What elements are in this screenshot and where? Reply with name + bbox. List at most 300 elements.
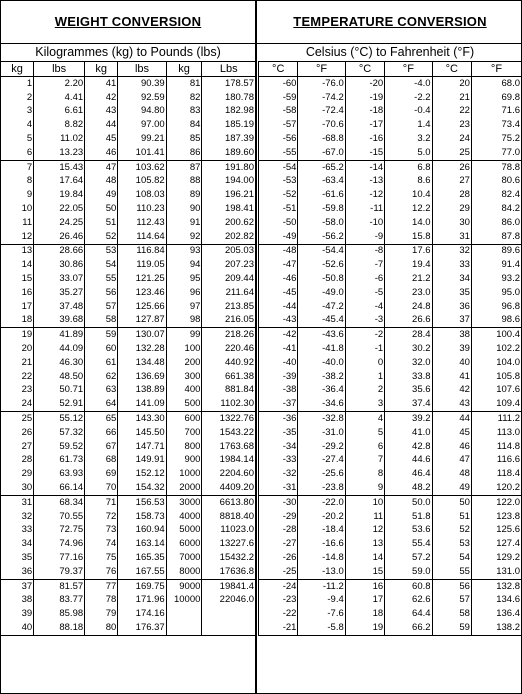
weight-table-cell: 66.14 bbox=[34, 481, 85, 495]
temperature-table-cell: -50 bbox=[259, 216, 298, 230]
temperature-table-cell: 33 bbox=[432, 258, 471, 272]
temperature-table-cell: -30 bbox=[259, 495, 298, 509]
weight-table-row bbox=[1, 132, 256, 146]
weight-table-cell: 1984.14 bbox=[202, 454, 256, 468]
temperature-table-cell: -67.0 bbox=[298, 146, 345, 160]
temperature-table-cell: -38.2 bbox=[298, 370, 345, 384]
weight-table-cell: 143.30 bbox=[118, 412, 166, 426]
temperature-table-cell: 80.6 bbox=[471, 175, 521, 189]
weight-table-cell: 98 bbox=[166, 314, 202, 328]
weight-table-cell: 50.71 bbox=[34, 384, 85, 398]
temperature-table-cell: 123.8 bbox=[471, 510, 521, 524]
temperature-table-cell: 1.4 bbox=[385, 118, 432, 132]
temperature-table-cell: 44.6 bbox=[385, 454, 432, 468]
temperature-table-cell: -31.0 bbox=[298, 426, 345, 440]
temperature-table-row bbox=[259, 216, 522, 230]
weight-table-cell: 71 bbox=[85, 495, 118, 509]
temperature-table-cell: 78.8 bbox=[471, 160, 521, 174]
weight-table-cell: 189.60 bbox=[202, 146, 256, 160]
temperature-table-row bbox=[259, 328, 522, 342]
temperature-table-cell: -43.6 bbox=[298, 328, 345, 342]
temperature-table-cell: 19 bbox=[345, 621, 384, 635]
weight-table-cell: 48.50 bbox=[34, 370, 85, 384]
temperature-table-cell: -23.8 bbox=[298, 481, 345, 495]
temperature-table-cell: 17.6 bbox=[385, 244, 432, 258]
temperature-table-cell: 15 bbox=[345, 565, 384, 579]
temperature-table-cell: 55 bbox=[432, 565, 471, 579]
temperature-table-row bbox=[259, 467, 522, 481]
temperature-table-cell: -2 bbox=[345, 328, 384, 342]
weight-table-cell: 38 bbox=[1, 593, 34, 607]
temperature-table-cell: -74.2 bbox=[298, 91, 345, 105]
weight-table-cell: 196.21 bbox=[202, 188, 256, 202]
temperature-table-row bbox=[259, 188, 522, 202]
weight-table-cell: 152.12 bbox=[118, 467, 166, 481]
temperature-table-cell: 96.8 bbox=[471, 300, 521, 314]
weight-table-cell: 67 bbox=[85, 440, 118, 454]
weight-table-row bbox=[1, 481, 256, 495]
weight-table-row bbox=[1, 175, 256, 189]
temperature-table-cell: 14 bbox=[345, 551, 384, 565]
weight-table-cell: 7000 bbox=[166, 551, 202, 565]
temperature-title: TEMPERATURE CONVERSION bbox=[293, 14, 487, 29]
weight-table-cell: 52 bbox=[85, 230, 118, 244]
weight-table-row bbox=[1, 342, 256, 356]
temperature-table-row bbox=[259, 286, 522, 300]
weight-table-cell: 191.80 bbox=[202, 160, 256, 174]
temperature-table-row bbox=[259, 524, 522, 538]
temperature-table-cell: 45 bbox=[432, 426, 471, 440]
temperature-table-cell: 14.0 bbox=[385, 216, 432, 230]
weight-table-cell: 4409.20 bbox=[202, 481, 256, 495]
temperature-table-cell: 53 bbox=[432, 537, 471, 551]
temperature-table-cell: -14 bbox=[345, 160, 384, 174]
weight-table-row bbox=[1, 579, 256, 593]
weight-table-cell: 205.03 bbox=[202, 244, 256, 258]
weight-table-cell: 2 bbox=[1, 91, 34, 105]
weight-table-row bbox=[1, 510, 256, 524]
weight-table-cell: 76 bbox=[85, 565, 118, 579]
weight-table-cell: 33.07 bbox=[34, 272, 85, 286]
weight-table-cell: 46.30 bbox=[34, 356, 85, 370]
temperature-table-cell: 116.6 bbox=[471, 454, 521, 468]
weight-table-row bbox=[1, 105, 256, 119]
weight-table-cell: 134.48 bbox=[118, 356, 166, 370]
temperature-table-cell: -19 bbox=[345, 91, 384, 105]
temperature-table-cell: -52.6 bbox=[298, 258, 345, 272]
temperature-table-cell: -25 bbox=[259, 565, 298, 579]
weight-table-cell: 89 bbox=[166, 188, 202, 202]
temperature-table-cell: 102.2 bbox=[471, 342, 521, 356]
weight-table-cell: 194.00 bbox=[202, 175, 256, 189]
temperature-table-cell: 39 bbox=[432, 342, 471, 356]
temperature-table-row bbox=[259, 495, 522, 509]
weight-table-cell: 12 bbox=[1, 230, 34, 244]
weight-table-row bbox=[1, 77, 256, 91]
temperature-table-cell: -4 bbox=[345, 300, 384, 314]
temperature-table-body bbox=[259, 77, 522, 636]
weight-table-cell: 30 bbox=[1, 481, 34, 495]
temperature-table-cell: -45 bbox=[259, 286, 298, 300]
temperature-table-cell: -34 bbox=[259, 440, 298, 454]
weight-table-cell: 95 bbox=[166, 272, 202, 286]
weight-table-cell: 57.32 bbox=[34, 426, 85, 440]
temperature-table-cell: -11.2 bbox=[298, 579, 345, 593]
temperature-table-cell: 5 bbox=[345, 426, 384, 440]
temperature-table-cell: 5.0 bbox=[385, 146, 432, 160]
weight-table-cell: 63.93 bbox=[34, 467, 85, 481]
weight-table-cell: 79.37 bbox=[34, 565, 85, 579]
weight-table-cell: 49 bbox=[85, 188, 118, 202]
weight-table-cell: 156.53 bbox=[118, 495, 166, 509]
temperature-table-cell: 37.4 bbox=[385, 397, 432, 411]
temperature-table-cell: -11 bbox=[345, 202, 384, 216]
temperature-table-cell: 66.2 bbox=[385, 621, 432, 635]
temperature-table-cell: -52 bbox=[259, 188, 298, 202]
temperature-table-cell: 32.0 bbox=[385, 356, 432, 370]
weight-table-cell: 55 bbox=[85, 272, 118, 286]
weight-table-cell: 125.66 bbox=[118, 300, 166, 314]
weight-table-cell: 4.41 bbox=[34, 91, 85, 105]
temperature-table-cell: 82.4 bbox=[471, 188, 521, 202]
temperature-table-cell: 13 bbox=[345, 537, 384, 551]
temp-col-f-3: °F bbox=[471, 62, 521, 77]
temperature-table-cell: 22 bbox=[432, 105, 471, 119]
weight-table-cell: 81.57 bbox=[34, 579, 85, 593]
temperature-table-row bbox=[259, 426, 522, 440]
weight-table-cell: 9 bbox=[1, 188, 34, 202]
temperature-table-cell: 69.8 bbox=[471, 91, 521, 105]
weight-table-cell: 202.82 bbox=[202, 230, 256, 244]
temperature-table-cell: 39.2 bbox=[385, 412, 432, 426]
temperature-table-cell: 122.0 bbox=[471, 495, 521, 509]
weight-table-cell bbox=[166, 607, 202, 621]
temperature-table-cell: -5.8 bbox=[298, 621, 345, 635]
weight-table-cell: 10 bbox=[1, 202, 34, 216]
weight-table-cell: 22.05 bbox=[34, 202, 85, 216]
temperature-table-cell: -59 bbox=[259, 91, 298, 105]
weight-table-row bbox=[1, 286, 256, 300]
temperature-table-cell: 10 bbox=[345, 495, 384, 509]
weight-col-lbs-1: lbs bbox=[34, 62, 85, 77]
temperature-table-cell: 3.2 bbox=[385, 132, 432, 146]
temperature-table-row bbox=[259, 551, 522, 565]
temperature-table-cell: 59 bbox=[432, 621, 471, 635]
temperature-table-cell: 138.2 bbox=[471, 621, 521, 635]
weight-table-cell: 7 bbox=[1, 160, 34, 174]
temperature-table-row bbox=[259, 160, 522, 174]
temperature-table-cell: 10.4 bbox=[385, 188, 432, 202]
temperature-table-cell: 109.4 bbox=[471, 397, 521, 411]
weight-table-cell bbox=[202, 607, 256, 621]
temperature-table-cell: 104.0 bbox=[471, 356, 521, 370]
temperature-table-cell: 64.4 bbox=[385, 607, 432, 621]
weight-table-cell: 180.78 bbox=[202, 91, 256, 105]
temperature-table-cell: 56 bbox=[432, 579, 471, 593]
weight-table-cell: 58 bbox=[85, 314, 118, 328]
weight-table-cell: 174.16 bbox=[118, 607, 166, 621]
weight-table-cell: 1763.68 bbox=[202, 440, 256, 454]
weight-table-cell: 45 bbox=[85, 132, 118, 146]
weight-table-cell: 88.18 bbox=[34, 621, 85, 635]
weight-table-cell: 1000 bbox=[166, 467, 202, 481]
temperature-table-cell: -41.8 bbox=[298, 342, 345, 356]
weight-table-cell: 110.23 bbox=[118, 202, 166, 216]
temperature-table-cell: -0.4 bbox=[385, 105, 432, 119]
weight-table-cell: 70 bbox=[85, 481, 118, 495]
weight-table-cell: 97.00 bbox=[118, 118, 166, 132]
weight-table-cell: 127.87 bbox=[118, 314, 166, 328]
weight-table-cell: 103.62 bbox=[118, 160, 166, 174]
weight-table-cell: 119.05 bbox=[118, 258, 166, 272]
weight-table-cell: 9000 bbox=[166, 579, 202, 593]
temperature-table-cell: -8 bbox=[345, 244, 384, 258]
temperature-table-cell: -14.8 bbox=[298, 551, 345, 565]
temperature-table-cell: 16 bbox=[345, 579, 384, 593]
weight-table-row bbox=[1, 551, 256, 565]
weight-col-kg-1: kg bbox=[1, 62, 34, 77]
weight-table-cell: 70.55 bbox=[34, 510, 85, 524]
temperature-table-cell: -55 bbox=[259, 146, 298, 160]
temperature-table-cell: 71.6 bbox=[471, 105, 521, 119]
weight-table-cell: 700 bbox=[166, 426, 202, 440]
temperature-table-cell: 8 bbox=[345, 467, 384, 481]
weight-table-cell: 171.96 bbox=[118, 593, 166, 607]
weight-table-cell: 97 bbox=[166, 300, 202, 314]
weight-table-cell: 88 bbox=[166, 175, 202, 189]
weight-table-row bbox=[1, 524, 256, 538]
temperature-table-row bbox=[259, 412, 522, 426]
weight-table-cell: 73 bbox=[85, 524, 118, 538]
weight-table-cell: 19.84 bbox=[34, 188, 85, 202]
temperature-table-cell: 7 bbox=[345, 454, 384, 468]
weight-table-cell: 53 bbox=[85, 244, 118, 258]
weight-table-cell: 74.96 bbox=[34, 537, 85, 551]
temperature-table-cell: -57 bbox=[259, 118, 298, 132]
temperature-table-cell: -35 bbox=[259, 426, 298, 440]
weight-table-cell: 440.92 bbox=[202, 356, 256, 370]
temperature-table-cell: -41 bbox=[259, 342, 298, 356]
weight-table-cell: 39 bbox=[1, 607, 34, 621]
temperature-table-cell: -47.2 bbox=[298, 300, 345, 314]
temperature-table-row bbox=[259, 537, 522, 551]
temperature-table-cell: -72.4 bbox=[298, 105, 345, 119]
temperature-table-row bbox=[259, 356, 522, 370]
temperature-table-cell: 93.2 bbox=[471, 272, 521, 286]
weight-table-cell: 86 bbox=[166, 146, 202, 160]
weight-table-cell: 5000 bbox=[166, 524, 202, 538]
temperature-table-cell: -24 bbox=[259, 579, 298, 593]
weight-table-cell: 6000 bbox=[166, 537, 202, 551]
weight-table-cell: 25 bbox=[1, 412, 34, 426]
temperature-table-cell: 120.2 bbox=[471, 481, 521, 495]
temperature-table-cell: 37 bbox=[432, 314, 471, 328]
temperature-table-cell: 48.2 bbox=[385, 481, 432, 495]
weight-table-cell: 2.20 bbox=[34, 77, 85, 91]
temperature-table-cell: 60.8 bbox=[385, 579, 432, 593]
weight-table-cell: 121.25 bbox=[118, 272, 166, 286]
weight-table-cell: 28.66 bbox=[34, 244, 85, 258]
weight-table-cell: 17.64 bbox=[34, 175, 85, 189]
weight-table-cell: 99.21 bbox=[118, 132, 166, 146]
weight-table-cell: 4 bbox=[1, 118, 34, 132]
temperature-table-cell: 48 bbox=[432, 467, 471, 481]
weight-table-row bbox=[1, 384, 256, 398]
temperature-table-cell: 77.0 bbox=[471, 146, 521, 160]
weight-table-cell: 15432.2 bbox=[202, 551, 256, 565]
weight-table-cell: 182.98 bbox=[202, 105, 256, 119]
temperature-table-cell: 19.4 bbox=[385, 258, 432, 272]
temperature-table-cell: -9.4 bbox=[298, 593, 345, 607]
weight-table-cell: 11.02 bbox=[34, 132, 85, 146]
weight-table-cell: 13227.6 bbox=[202, 537, 256, 551]
weight-table-row bbox=[1, 146, 256, 160]
weight-table-cell: 17636.8 bbox=[202, 565, 256, 579]
weight-table-cell: 16 bbox=[1, 286, 34, 300]
temperature-table-cell: 75.2 bbox=[471, 132, 521, 146]
weight-table-cell: 85 bbox=[166, 132, 202, 146]
weight-table-cell: 91 bbox=[166, 216, 202, 230]
weight-table-cell: 22 bbox=[1, 370, 34, 384]
temperature-table-cell: 40 bbox=[432, 356, 471, 370]
temperature-table-cell: 34 bbox=[432, 272, 471, 286]
weight-table-cell: 11023.0 bbox=[202, 524, 256, 538]
temperature-table-cell: 18 bbox=[345, 607, 384, 621]
temperature-table-cell: -7 bbox=[345, 258, 384, 272]
weight-table-row bbox=[1, 412, 256, 426]
temperature-table-cell: -18.4 bbox=[298, 524, 345, 538]
weight-table-cell: 101.41 bbox=[118, 146, 166, 160]
weight-table-cell: 209.44 bbox=[202, 272, 256, 286]
weight-table-row bbox=[1, 467, 256, 481]
weight-table-cell: 105.82 bbox=[118, 175, 166, 189]
temperature-table-cell: 24.8 bbox=[385, 300, 432, 314]
weight-table-row bbox=[1, 565, 256, 579]
weight-table-row bbox=[1, 272, 256, 286]
weight-table-row bbox=[1, 370, 256, 384]
temperature-table-cell: 51 bbox=[432, 510, 471, 524]
temperature-table-cell: 98.6 bbox=[471, 314, 521, 328]
temperature-table-row bbox=[259, 510, 522, 524]
temperature-table-cell: -13.0 bbox=[298, 565, 345, 579]
weight-table-cell: 41.89 bbox=[34, 328, 85, 342]
temperature-table-row bbox=[259, 300, 522, 314]
weight-table-cell: 13.23 bbox=[34, 146, 85, 160]
weight-table-cell: 154.32 bbox=[118, 481, 166, 495]
temperature-table-cell: -47 bbox=[259, 258, 298, 272]
weight-table-cell: 81 bbox=[166, 77, 202, 91]
temperature-table-cell: 59.0 bbox=[385, 565, 432, 579]
temperature-table-cell: 62.6 bbox=[385, 593, 432, 607]
weight-table-cell: 72.75 bbox=[34, 524, 85, 538]
weight-table-cell: 24.25 bbox=[34, 216, 85, 230]
weight-table-cell: 80 bbox=[85, 621, 118, 635]
temperature-table-row bbox=[259, 565, 522, 579]
temperature-table-cell: -20.2 bbox=[298, 510, 345, 524]
temperature-table-cell: -10 bbox=[345, 216, 384, 230]
weight-table-cell: 41 bbox=[85, 77, 118, 91]
temperature-table-row bbox=[259, 397, 522, 411]
weight-table-cell: 147.71 bbox=[118, 440, 166, 454]
temperature-table-cell: -48 bbox=[259, 244, 298, 258]
weight-table-cell: 160.94 bbox=[118, 524, 166, 538]
temperature-table-cell: -28 bbox=[259, 524, 298, 538]
temperature-table-cell: 68.0 bbox=[471, 77, 521, 91]
weight-table-cell: 220.46 bbox=[202, 342, 256, 356]
weight-table-cell: 11 bbox=[1, 216, 34, 230]
weight-col-kg-3: kg bbox=[166, 62, 202, 77]
weight-table-cell: 178.57 bbox=[202, 77, 256, 91]
weight-table-row bbox=[1, 593, 256, 607]
weight-table-cell: 83.77 bbox=[34, 593, 85, 607]
temperature-table-cell: 87.8 bbox=[471, 230, 521, 244]
temperature-table-cell: -50.8 bbox=[298, 272, 345, 286]
weight-table-cell: 93 bbox=[166, 244, 202, 258]
temperature-table-cell: 32 bbox=[432, 244, 471, 258]
weight-table-cell: 36 bbox=[1, 565, 34, 579]
temperature-table-cell: 8.6 bbox=[385, 175, 432, 189]
temperature-table-cell: -33 bbox=[259, 454, 298, 468]
temperature-table-cell: 73.4 bbox=[471, 118, 521, 132]
temperature-table-cell: -40 bbox=[259, 356, 298, 370]
temperature-table-cell: -54.4 bbox=[298, 244, 345, 258]
weight-table-cell: 800 bbox=[166, 440, 202, 454]
temperature-table-cell: 12 bbox=[345, 524, 384, 538]
temperature-table-cell: -34.6 bbox=[298, 397, 345, 411]
temperature-table-cell: 46 bbox=[432, 440, 471, 454]
temperature-table-cell: 29 bbox=[432, 202, 471, 216]
weight-table-cell: 200.62 bbox=[202, 216, 256, 230]
weight-table-cell: 8000 bbox=[166, 565, 202, 579]
temperature-table-cell: 28 bbox=[432, 188, 471, 202]
temperature-table-cell: -6 bbox=[345, 272, 384, 286]
weight-table-cell: 500 bbox=[166, 397, 202, 411]
temperature-table-cell: -31 bbox=[259, 481, 298, 495]
temperature-table-cell: -65.2 bbox=[298, 160, 345, 174]
temperature-table-cell: -68.8 bbox=[298, 132, 345, 146]
temp-col-c-1: °C bbox=[259, 62, 298, 77]
temperature-table-cell: 1 bbox=[345, 370, 384, 384]
temperature-table-cell: 49 bbox=[432, 481, 471, 495]
weight-table-cell: 77.16 bbox=[34, 551, 85, 565]
weight-table-cell: 8818.40 bbox=[202, 510, 256, 524]
weight-table-cell: 37 bbox=[1, 579, 34, 593]
weight-table-cell: 19841.4 bbox=[202, 579, 256, 593]
temperature-table-cell: 17 bbox=[345, 593, 384, 607]
temperature-table-cell: 36 bbox=[432, 300, 471, 314]
weight-table-cell: 4000 bbox=[166, 510, 202, 524]
weight-table-cell: 74 bbox=[85, 537, 118, 551]
temperature-table-row bbox=[259, 202, 522, 216]
temperature-table-cell: -7.6 bbox=[298, 607, 345, 621]
temperature-table-cell: -26 bbox=[259, 551, 298, 565]
weight-table-cell: 130.07 bbox=[118, 328, 166, 342]
temperature-table-cell: -29 bbox=[259, 510, 298, 524]
weight-table-cell: 82 bbox=[166, 91, 202, 105]
weight-table-cell bbox=[202, 621, 256, 635]
temperature-table-cell: -23 bbox=[259, 593, 298, 607]
temperature-table bbox=[258, 61, 522, 636]
weight-table-cell: 96 bbox=[166, 286, 202, 300]
weight-table-row bbox=[1, 118, 256, 132]
temp-col-c-2: °C bbox=[345, 62, 384, 77]
temperature-table-cell: 6.8 bbox=[385, 160, 432, 174]
temperature-table-cell: 131.0 bbox=[471, 565, 521, 579]
weight-table-cell: 46 bbox=[85, 146, 118, 160]
temperature-table-cell: 26.6 bbox=[385, 314, 432, 328]
weight-table-cell: 1 bbox=[1, 77, 34, 91]
weight-table-cell: 14 bbox=[1, 258, 34, 272]
